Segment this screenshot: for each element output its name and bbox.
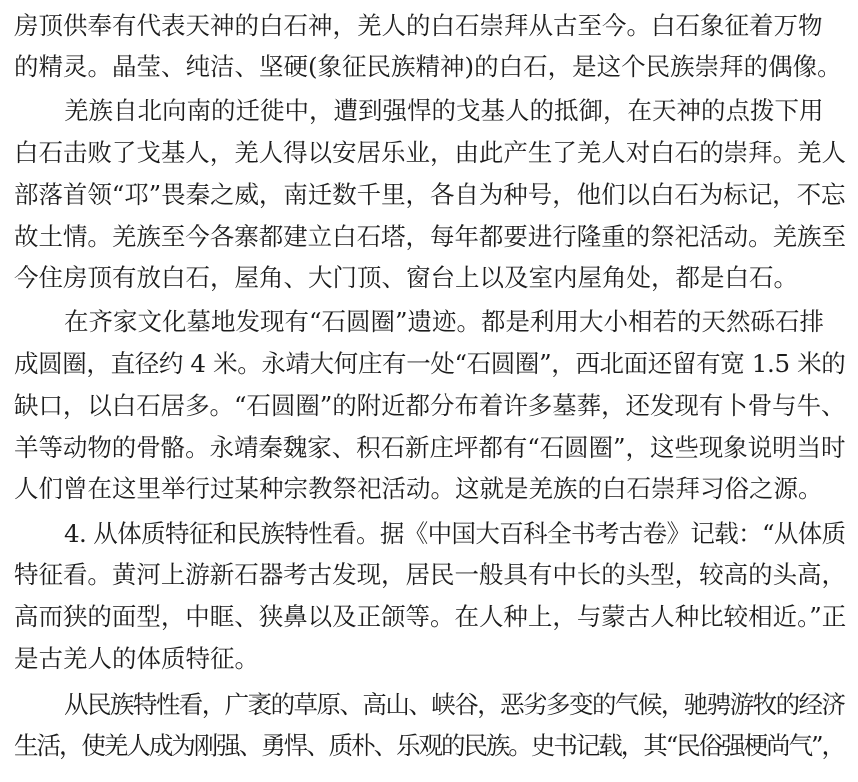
text-line: 部落首领“邛”畏秦之威，南迁数千里，各自为种号，他们以白石为标记，不忘	[14, 180, 846, 209]
text-line: 特征看。黄河上游新石器考古发现，居民一般具有中长的头型，较高的头高，	[14, 560, 846, 589]
text-line: 生活，使羌人成为刚强、勇悍、质朴、乐观的民族。史书记载，其“民俗强梗尚气”，	[14, 731, 845, 760]
text-line: 今住房顶有放白石，屋角、大门顶、窗台上以及室内屋角处，都是白石。	[14, 263, 798, 292]
text-line: 是古羌人的体质特征。	[14, 644, 259, 673]
text-line: 高而狭的面型，中眶、狭鼻以及正颌等。在人种上，与蒙古人种比较相近。”正	[14, 602, 846, 631]
text-line: 故土情。羌族至今各寨都建立白石塔，每年都要进行隆重的祭祀活动。羌族至	[14, 222, 846, 251]
text-line: 羊等动物的骨骼。永靖秦魏家、积石新庄坪都有“石圆圈”，这些现象说明当时	[14, 433, 846, 462]
text-line: 缺口，以白石居多。“石圆圈”的附近都分布着许多墓葬，还发现有卜骨与牛、	[14, 391, 846, 420]
paragraph-first-line: 在齐家文化墓地发现有“石圆圈”遗迹。都是利用大小相若的天然砾石排	[64, 307, 825, 336]
text-line: 房顶供奉有代表天神的白石神，羌人的白石崇拜从古至今。白石象征着万物	[14, 11, 823, 40]
paragraph-first-line: 4. 从体质特征和民族特性看。据《中国大百科全书考古卷》记载：“从体质	[64, 519, 846, 548]
text-line: 人们曾在这里举行过某种宗教祭祀活动。这就是羌族的白石崇拜习俗之源。	[14, 474, 823, 503]
paragraph-first-line: 羌族自北向南的迁徙中，遭到强悍的戈基人的抵御，在天神的点拨下用	[64, 96, 824, 125]
text-line: 白石击败了戈基人，羌人得以安居乐业，由此产生了羌人对白石的崇拜。羌人	[14, 138, 846, 167]
paragraph-first-line: 从民族特性看，广袤的草原、高山、峡谷，恶劣多变的气候，驰骋游牧的经济	[64, 690, 845, 719]
text-line: 成圆圈，直径约 4 米。永靖大何庄有一处“石圆圈”，西北面还留有宽 1.5 米的	[14, 349, 846, 378]
text-line: 的精灵。晶莹、纯洁、坚硬(象征民族精神)的白石，是这个民族崇拜的偶像。	[14, 52, 842, 81]
